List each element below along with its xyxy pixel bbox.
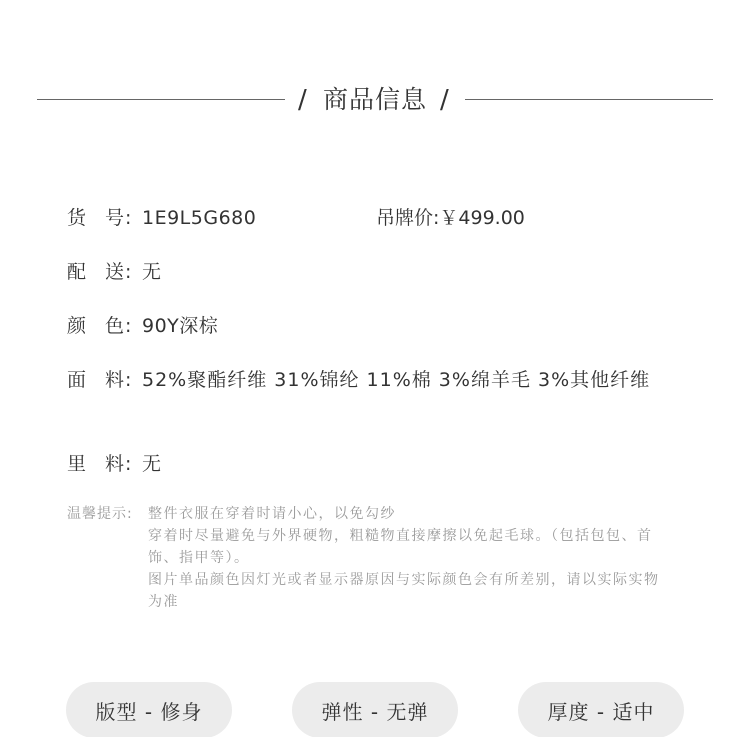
label-colon: : bbox=[125, 315, 132, 337]
label-char: 面 bbox=[67, 369, 87, 391]
tip-item: 图片单品颜色因灯光或者显示器原因与实际颜色会有所差别，请以实际实物为准 bbox=[148, 572, 660, 610]
section-title: 商品信息 bbox=[322, 85, 427, 114]
tag-price: 吊牌价:￥499.00 bbox=[376, 207, 525, 229]
label-char: 料 bbox=[105, 369, 125, 391]
label-colon: : bbox=[125, 261, 132, 283]
tips-label: 温馨提示: bbox=[67, 506, 133, 522]
label-char: 配 bbox=[67, 261, 87, 283]
header-slash-left: / bbox=[298, 85, 307, 115]
fabric-value: 52%聚酯纤维 31%锦纶 11%棉 3%绵羊毛 3%其他纤维 bbox=[142, 369, 651, 391]
attribute-pill-elasticity: 弹性 - 无弹 bbox=[292, 682, 458, 737]
header-divider-right bbox=[465, 99, 713, 100]
attribute-pill-thickness: 厚度 - 适中 bbox=[518, 682, 684, 737]
label-colon: : bbox=[125, 207, 132, 229]
label-char: 颜 bbox=[67, 315, 87, 337]
tip-item: 穿着时尽量避免与外界硬物，粗糙物直接摩擦以免起毛球。（包括包包、首饰、指甲等）。 bbox=[148, 528, 653, 566]
delivery-value: 无 bbox=[142, 261, 162, 283]
section-header bbox=[0, 78, 750, 122]
label-char: 号 bbox=[105, 207, 125, 229]
item-no-value: 1E9L5G680 bbox=[142, 207, 257, 229]
label-char: 里 bbox=[67, 453, 87, 475]
label-char: 送 bbox=[105, 261, 125, 283]
lining-value: 无 bbox=[142, 453, 162, 475]
tips-list bbox=[148, 503, 673, 613]
label-colon: : bbox=[125, 453, 132, 475]
header-divider-left bbox=[37, 99, 285, 100]
color-value: 90Y深棕 bbox=[142, 315, 219, 337]
label-colon: : bbox=[125, 369, 132, 391]
tip-item: 整件衣服在穿着时请小心，以免勾纱 bbox=[148, 506, 396, 522]
attribute-pill-fit: 版型 - 修身 bbox=[66, 682, 232, 737]
label-char: 色 bbox=[105, 315, 125, 337]
label-char: 货 bbox=[67, 207, 87, 229]
label-char: 料 bbox=[105, 453, 125, 475]
header-slash-right: / bbox=[440, 85, 449, 115]
